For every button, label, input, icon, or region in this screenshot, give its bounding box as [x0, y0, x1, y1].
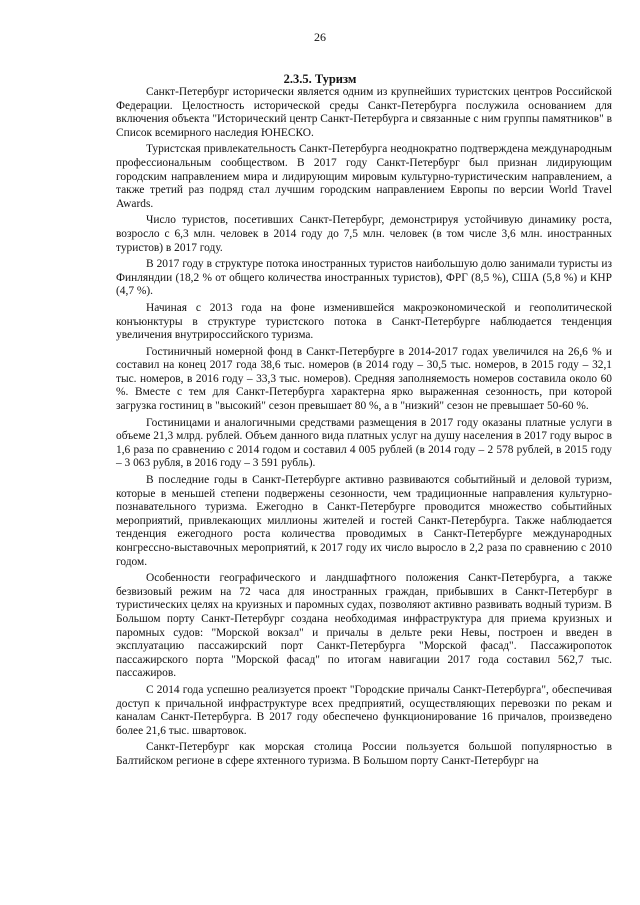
page-number: 26	[314, 30, 326, 44]
paragraph: С 2014 года успешно реализуется проект "Городские причалы Санкт-Петербурга", обеспечивая доступ к причальной инфраструктуре всех предприятий, осуществляющих перевозки по рекам и каналам Санкт-Петербурга. В 2017 году обеспечено функционирование 16 причалов, произведено более 21,6 тыс. швартовок.	[116, 683, 612, 737]
paragraph: Число туристов, посетивших Санкт-Петербург, демонстрируя устойчивую динамику роста, возросло с 6,3 млн. человек в 2014 году до 7,5 млн. человек (в том числе 3,6 млн. иностранных туристов) в 2017 году.	[116, 214, 612, 254]
paragraph: Санкт-Петербург исторически является одним из крупнейших туристских центров Российской Федерации. Целостность исторической среды Санкт-Петербурга послужила основанием для включения объекта "Исторический центр Санкт-Петербурга и связанные с ним группы памятников" в Список всемирного наследия ЮНЕСКО.	[116, 86, 612, 139]
paragraph: Начиная с 2013 года на фоне изменившейся макроэкономической и геополитической конъюнктуры в структуре туристского потока в Санкт-Петербурге наблюдается тенденция увеличения внутрироссийского туризма.	[116, 301, 612, 342]
paragraph: В 2017 году в структуре потока иностранных туристов наибольшую долю занимали туристы из Финляндии (18,2 % от общего количества иностранных туристов), ФРГ (8,5 %), США (5,8 %) и КНР (4,7 %).	[116, 258, 612, 298]
paragraph: Особенности географического и ландшафтного положения Санкт-Петербурга, а также безвизовый режим на 72 часа для иностранных граждан, прибывших в Санкт-Петербург в туристических целях на круизных и паромных судах, позволяют активно развивать водный туризм. В Большом порту Санкт-Петербург создана необходимая инфраструктура для приема круизных и паромных судов: "Морской вокзал" и причалы в дельте реки Невы, построен и введен в эксплуатацию пассажирский порт Санкт-Петербурга "Морской фасад". Пассажиропоток пассажирского порта "Морской фасад" по итогам навигации 2017 года составил 562,7 тыс. пассажиров.	[116, 572, 612, 680]
paragraph: В последние годы в Санкт-Петербурге активно развиваются событийный и деловой туризм, которые в меньшей степени подвержены сезонности, чем традиционные направления культурно-познавательного туризма. Ежегодно в Санкт-Петербурге проводится множество событийных мероприятий, привлекающих миллионы жителей и гостей Санкт-Петербурга. Также наблюдается тенденция ежегодного роста количества проводимых в Санкт-Петербурге международных конгрессно-выставочных мероприятий, к 2017 году их число выросло в 2,2 раза по сравнению с 2010 годом.	[116, 474, 612, 568]
paragraph: Туристская привлекательность Санкт-Петербурга неоднократно подтверждена международным профессиональным сообществом. В 2017 году Санкт-Петербург был признан лидирующим городским направлением мира и лидирующим мировым культурно-туристическим направлением, а также третий раз подряд стал лучшим городским направлением Европы по версии World Travel Awards.	[116, 143, 612, 210]
paragraph: Санкт-Петербург как морская столица России пользуется большой популярностью в Балтийском регионе в сфере яхтенного туризма. В Большом порту Санкт-Петербург на	[116, 741, 612, 767]
paragraph: Гостиницами и аналогичными средствами размещения в 2017 году оказаны платные услуги в объеме 21,3 млрд. рублей. Объем данного вида платных услуг на душу населения в 2017 году вырос в 1,6 раза по сравнению с 2014 годом и составил 4 005 рублей (в 2014 году – 2 578 рублей, в 2015 году – 3 063 рубля, в 2016 году – 3 591 рубль).	[116, 416, 612, 470]
paragraph: Гостиничный номерной фонд в Санкт-Петербурге в 2014-2017 годах увеличился на 26,6 % и составил на конец 2017 года 38,6 тыс. номеров (в 2014 году – 30,5 тыс. номеров, в 2015 году – 32,1 тыс. номеров, в 2016 году – 33,3 тыс. номеров). Средняя заполняемость номеров составила около 60 %. Вместе с тем для Санкт-Петербурга характерна ярко выраженная сезонность, при которой загрузка гостиниц в "высокий" сезон превышает 80 %, а в "низкий" сезон не превышает 50-60 %.	[116, 345, 612, 413]
section-heading: 2.3.5. Туризм	[283, 72, 357, 86]
body-text	[116, 86, 612, 772]
